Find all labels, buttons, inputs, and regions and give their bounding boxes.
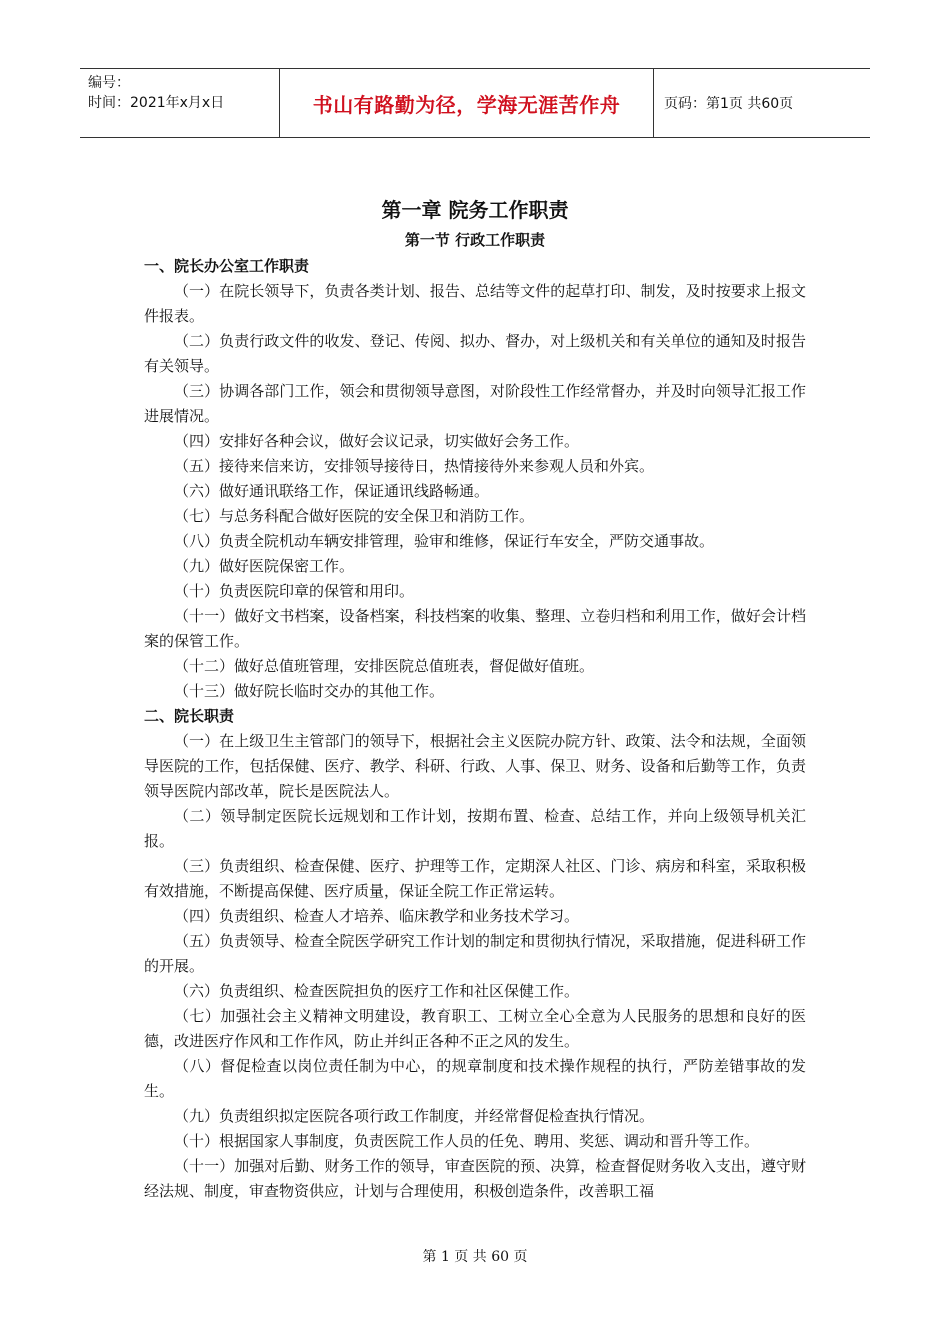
page-header	[80, 68, 870, 138]
paragraph: （六）做好通讯联络工作，保证通讯线路畅通。	[174, 482, 490, 500]
paragraph: （九）做好医院保密工作。	[174, 557, 355, 575]
paragraph: （三）负责组织、检查保健、医疗、护理等工作，定期深人社区、门诊、病房和科室，采取积极有效措施，不断提高保健、医疗质量，保证全院工作正常运转。	[144, 857, 806, 900]
paragraph: （四）负责组织、检查人才培养、临床教学和业务技术学习。	[174, 907, 580, 925]
page-footer: 第 1 页 共 60 页	[422, 1249, 528, 1265]
section-title: 第一节 行政工作职责	[404, 231, 546, 249]
section-heading: 一、院长办公室工作职责	[144, 257, 310, 275]
header-motto: 书山有路勤为径，学海无涯苦作舟	[280, 69, 654, 137]
paragraph: （九）负责组织拟定医院各项行政工作制度，并经常督促检查执行情况。	[174, 1107, 655, 1125]
chapter-title: 第一章 院务工作职责	[381, 198, 569, 222]
sections-container	[144, 254, 806, 1204]
paragraph: （七）加强社会主义精神文明建设，教育职工、工树立全心全意为人民服务的思想和良好的医德，改进医疗作风和工作作风，防止并纠正各种不正之风的发生。	[144, 1007, 806, 1050]
document-body	[144, 196, 806, 1204]
paragraph: （七）与总务科配合做好医院的安全保卫和消防工作。	[174, 507, 535, 525]
paragraph: （十一）做好文书档案，设备档案，科技档案的收集、整理、立卷归档和利用工作，做好会计档案的保管工作。	[144, 607, 806, 650]
paragraph: （二）负责行政文件的收发、登记、传阅、拟办、督办，对上级机关和有关单位的通知及时报告有关领导。	[144, 332, 806, 375]
paragraph: （三）协调各部门工作，领会和贯彻领导意图，对阶段性工作经常督办，并及时向领导汇报工作进展情况。	[144, 382, 806, 425]
document-time-label: 时间：2021年x月x日	[88, 95, 225, 111]
document-number-label: 编号：	[88, 75, 130, 91]
paragraph: （四）安排好各种会议，做好会议记录，切实做好会务工作。	[174, 432, 580, 450]
paragraph: （八）负责全院机动车辆安排管理，验审和维修，保证行车安全，严防交通事故。	[174, 532, 715, 550]
paragraph: （十二）做好总值班管理，安排医院总值班表，督促做好值班。	[174, 657, 595, 675]
paragraph: （十三）做好院长临时交办的其他工作。	[174, 682, 445, 700]
section-heading: 二、院长职责	[144, 707, 235, 725]
paragraph: （二）领导制定医院长远规划和工作计划，按期布置、检查、总结工作，并向上级领导机关汇报。	[144, 807, 806, 850]
paragraph: （十）负责医院印章的保管和用印。	[174, 582, 415, 600]
header-page-label: 页码：第1页 共60页	[664, 96, 794, 112]
paragraph: （六）负责组织、检查医院担负的医疗工作和社区保健工作。	[174, 982, 580, 1000]
paragraph: （十）根据国家人事制度，负责医院工作人员的任免、聘用、奖惩、调动和晋升等工作。	[174, 1132, 760, 1150]
paragraph: （五）负责领导、检查全院医学研究工作计划的制定和贯彻执行情况，采取措施，促进科研工作的开展。	[144, 932, 806, 975]
paragraph: （一）在上级卫生主管部门的领导下，根据社会主义医院办院方针、政策、法令和法规，全面领导医院的工作，包括保健、医疗、教学、科研、行政、人事、保卫、财务、设备和后勤等工作，负责领导医院内部改革，院长是医院法人。	[144, 732, 806, 800]
paragraph: （十一）加强对后勤、财务工作的领导，审查医院的预、决算，检查督促财务收入支出，遵守财经法规、制度，审查物资供应，计划与合理使用，积极创造条件，改善职工福	[144, 1157, 806, 1200]
header-meta	[80, 69, 280, 137]
paragraph: （五）接待来信来访，安排领导接待日，热情接待外来参观人员和外宾。	[174, 457, 655, 475]
paragraph: （八）督促检查以岗位责任制为中心，的规章制度和技术操作规程的执行，严防差错事故的发生。	[144, 1057, 806, 1100]
paragraph: （一）在院长领导下，负责各类计划、报告、总结等文件的起草打印、制发，及时按要求上报文件报表。	[144, 282, 806, 325]
